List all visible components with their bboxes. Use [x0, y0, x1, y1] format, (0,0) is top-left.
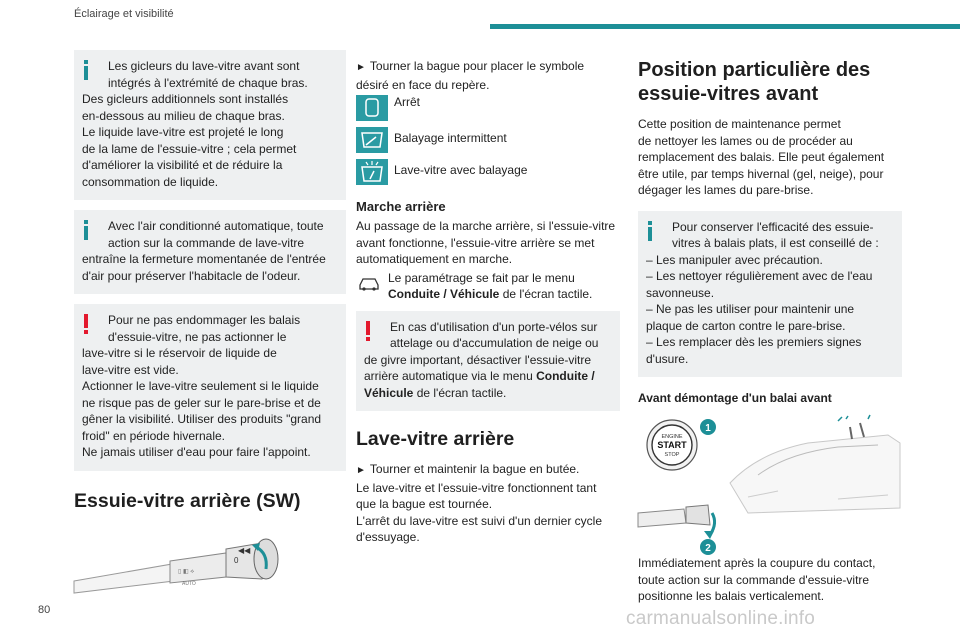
watermark-text: carmanualsonline.info	[626, 608, 816, 629]
note-line: – Ne pas les utiliser pour maintenir une	[646, 302, 855, 316]
subsection-heading: Marche arrière	[356, 199, 446, 214]
note-line: de la lame de l'essuie-vitre ; cela permet	[82, 141, 297, 156]
subsection-heading: Avant démontage d'un balai avant	[638, 391, 832, 405]
running-header: Éclairage et visibilité	[74, 8, 174, 20]
symbol-label: Arrêt	[394, 95, 421, 109]
note-line: intégrés à l'extrémité de chaque bras.	[108, 75, 308, 90]
note-line: consommation de liquide.	[82, 174, 219, 189]
section-heading	[638, 58, 902, 106]
page-number: 80	[38, 604, 51, 616]
note-line: lave-vitre est vide.	[82, 362, 179, 377]
body-line: L'arrêt du lave-vitre est suivi d'un dernier cycle	[356, 513, 603, 528]
note-line: plaque de carton contre le pare-brise.	[646, 318, 846, 333]
info-icon	[84, 220, 88, 240]
body-line: d'essuyage.	[356, 530, 420, 544]
rear-washer-wipe-icon	[356, 159, 388, 185]
wiper-maintenance-illustration	[638, 413, 902, 554]
warning-icon	[84, 314, 88, 334]
note-line: de givre important, désactiver l'essuie-vitre	[364, 352, 592, 367]
section-heading: Essuie-vitre arrière (SW)	[74, 489, 301, 512]
maintenance-drawing	[638, 413, 902, 554]
instruction-text: Tourner et maintenir la bague en butée.	[369, 462, 580, 476]
header-accent-bar	[490, 24, 960, 29]
note-line	[364, 385, 612, 402]
note-line: attelage ou d'accumulation de neige ou	[390, 336, 599, 350]
body-line: que la bague est tournée.	[356, 497, 493, 511]
body-line: dégager les lames du pare-brise.	[638, 183, 814, 197]
note-line: froid" en période hivernale.	[82, 428, 226, 443]
svg-text:▯ ◧ ⟡: ▯ ◧ ⟡	[178, 568, 195, 575]
menu-path: Véhicule	[364, 385, 414, 400]
body-line: toute action sur la commande d'essuie-vitre	[638, 572, 870, 587]
warning-icon	[366, 321, 370, 341]
note-line	[364, 368, 612, 385]
body-line	[388, 286, 592, 303]
note-line: entraîne la fermeture momentanée de l'entrée	[82, 252, 326, 266]
button-text-engine: ENGINE	[661, 434, 683, 440]
column-3	[638, 58, 902, 605]
svg-text:◀◀: ◀◀	[238, 545, 251, 555]
note-line: Avec l'air conditionné automatique, toute	[108, 219, 324, 233]
body-line: positionne les balais verticalement.	[638, 589, 825, 603]
body-line: automatiquement en marche.	[356, 252, 513, 266]
badge-1: 1	[705, 423, 711, 434]
stalk-auto-label: AUTO	[182, 580, 196, 587]
menu-path: Conduite /	[536, 369, 595, 383]
button-text-stop: STOP	[664, 452, 680, 458]
body-text: de l'écran tactile.	[499, 287, 593, 301]
note-text: arrière automatique via le menu	[364, 369, 537, 383]
symbol-label: Lave-vitre avec balayage	[394, 163, 528, 177]
note-line: En cas d'utilisation d'un porte-vélos sur	[390, 319, 598, 334]
body-line: Le lave-vitre et l'essuie-vitre fonctionnent tant	[356, 480, 597, 495]
arrow-icon: ►	[356, 62, 366, 73]
note-line: – Les nettoyer régulièrement avec de l'eau	[646, 269, 873, 283]
note-line: vitres à balais plats, il est conseillé de :	[672, 236, 879, 250]
arrow-icon: ►	[356, 465, 366, 476]
note-line: Actionner le lave-vitre seulement si le liquide	[82, 379, 319, 393]
body-line: Cette position de maintenance permet	[638, 117, 841, 131]
stalk-off-label: 0	[234, 555, 239, 565]
instruction-line	[356, 58, 620, 77]
symbol-row-off	[356, 95, 620, 121]
rear-wiper-stalk-illustration	[74, 523, 346, 601]
note-line: Des gicleurs additionnels sont installés	[82, 92, 289, 106]
column-2	[356, 58, 620, 546]
warning-note-porte-velos	[356, 311, 620, 412]
note-line: – Les remplacer dès les premiers signes	[646, 335, 862, 349]
info-icon	[648, 221, 652, 241]
instruction-text: Tourner la bague pour placer le symbole	[369, 59, 585, 73]
note-line: d'air pour préserver l'habitacle de l'odeur.	[82, 268, 301, 283]
menu-path: Conduite / Véhicule	[388, 287, 500, 301]
body-line: Au passage de la marche arrière, si l'essuie-vitre	[356, 219, 616, 233]
note-line: gêner la visibilité. Utiliser des produits "grand	[82, 412, 322, 426]
note-line: Les gicleurs du lave-vitre avant sont	[108, 59, 300, 73]
column-1	[74, 50, 346, 601]
note-line: ne risque pas de geler sur le pare-brise et de	[82, 395, 321, 410]
button-text-start: START	[657, 440, 687, 450]
note-line: action sur la commande de lave-vitre	[108, 235, 305, 250]
note-text: de l'écran tactile.	[413, 385, 507, 400]
body-line: avant fonctionne, l'essuie-vitre arrière se met	[356, 235, 595, 250]
instruction-line	[356, 461, 620, 480]
heading-line: Position particulière des	[638, 59, 871, 81]
warning-note-balais	[74, 304, 346, 471]
note-line: d'essuie-vitre, ne pas actionner le	[108, 329, 287, 344]
body-line: Le paramétrage se fait par le menu	[388, 270, 575, 285]
note-line: d'usure.	[646, 351, 689, 366]
badge-2: 2	[705, 543, 711, 554]
instruction-line: désiré en face du repère.	[356, 77, 490, 92]
body-line: Immédiatement après la coupure du contact,	[638, 556, 876, 570]
note-line: Pour ne pas endommager les balais	[108, 313, 301, 327]
note-line: Ne jamais utiliser d'eau pour faire l'appoint.	[82, 445, 311, 459]
stalk-drawing	[74, 523, 346, 601]
heading-line: essuie-vitres avant	[638, 83, 819, 105]
note-line: d'améliorer la visibilité et de réduire la	[82, 158, 283, 172]
note-line: – Les manipuler avec précaution.	[646, 252, 823, 267]
info-icon	[84, 60, 88, 80]
symbol-label: Balayage intermittent	[394, 131, 507, 145]
rear-wiper-intermittent-icon	[356, 127, 388, 153]
body-line: remplacement des balais. Elle peut également	[638, 150, 885, 164]
info-note-gicleurs	[74, 50, 346, 200]
note-line: savonneuse.	[646, 285, 715, 300]
info-note-entretien	[638, 211, 902, 378]
body-line: de nettoyer les lames ou de procéder au	[638, 133, 853, 148]
section-heading: Lave-vitre arrière	[356, 428, 515, 450]
note-line: lave-vitre si le réservoir de liquide de	[82, 346, 277, 360]
body-line: être utile, par temps hivernal (gel, neige), pour	[638, 166, 884, 181]
note-line: Le liquide lave-vitre est projeté le long	[82, 125, 284, 139]
menu-setting-row	[356, 270, 620, 303]
car-menu-icon	[356, 270, 382, 296]
symbol-row-washer	[356, 159, 620, 185]
symbol-row-intermittent	[356, 127, 620, 153]
note-line: Pour conserver l'efficacité des essuie-	[672, 219, 874, 234]
note-line: en-dessous au milieu de chaque bras.	[82, 108, 285, 123]
info-note-climatisation	[74, 210, 346, 294]
rear-wiper-off-icon	[356, 95, 388, 121]
